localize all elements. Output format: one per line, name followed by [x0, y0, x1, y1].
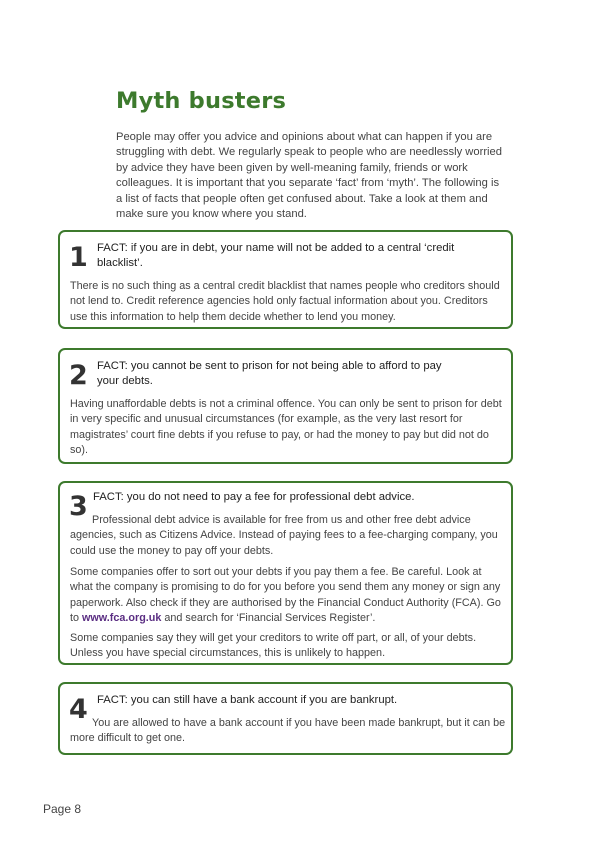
fact-heading: FACT: if you are in debt, your name will not be added to a central ‘credit blacklist’. [97, 242, 455, 269]
fact-body [70, 565, 506, 627]
fact-heading: FACT: you do not need to pay a fee for professional debt advice. [93, 491, 415, 503]
fact-box-1 [58, 230, 513, 329]
fact-body: You are allowed to have a bank account if you have been made bankrupt, but it can be more difficult to get one. [70, 717, 506, 745]
fact-number: 4 [69, 694, 88, 725]
fact-body-text: and search for ‘Financial Services Register’. [161, 612, 376, 625]
fact-box-4 [58, 682, 513, 755]
fact-body: Some companies say they will get your creditors to write off part, or all, of your debts. Unless you have special circumstances, this is unlikely to happen. [70, 632, 477, 660]
page-title: Myth busters [116, 88, 287, 114]
page-number: Page 8 [43, 802, 82, 816]
fact-body: There is no such thing as a central credit blacklist that names people who creditors should not lend to. Credit reference agencies hold only factual information about you. Creditors use this information to help them decide whether to lend you money. [70, 280, 500, 323]
fact-body-text: Some companies offer to sort out your debts if you pay them a fee. Be careful. Look at what the company is promising to do for you before you send them any money or sign any paperwork. Also check if they are authorised by the Financial Conduct Authority (FCA). Go to [70, 566, 501, 625]
fca-link[interactable]: www.fca.org.uk [82, 612, 162, 625]
fact-number: 3 [69, 491, 88, 522]
fact-number: 2 [69, 360, 88, 391]
fact-body: Having unaffordable debts is not a criminal offence. You can only be sent to prison for debt in very specific and unusual circumstances (for example, as the very last resort for magistrates’ court fine debts if you refuse to pay, or had the money to pay but did not do so). [70, 398, 502, 457]
fact-number: 1 [69, 242, 88, 273]
fact-heading: FACT: you can still have a bank account if you are bankrupt. [97, 694, 398, 706]
fact-box-2 [58, 348, 513, 464]
intro-paragraph: People may offer you advice and opinions about what can happen if you are struggling with debt. We regularly speak to people who are needlessly worried by advice they have been given by well-meaning family, friends or work colleagues. It is important that you separate ‘fact’ from ‘myth’. The following is a list of facts that people often get confused about. Take a look at them and make sure you know where you stand. [116, 131, 502, 221]
fact-box-3 [58, 481, 513, 665]
fact-heading: FACT: you cannot be sent to prison for not being able to afford to pay your debts. [97, 360, 442, 387]
fact-body: Professional debt advice is available for free from us and other free debt advice agencies, such as Citizens Advice. Instead of paying fees to a fee-charging company, you could use the money to pay off your debts. [70, 514, 498, 557]
